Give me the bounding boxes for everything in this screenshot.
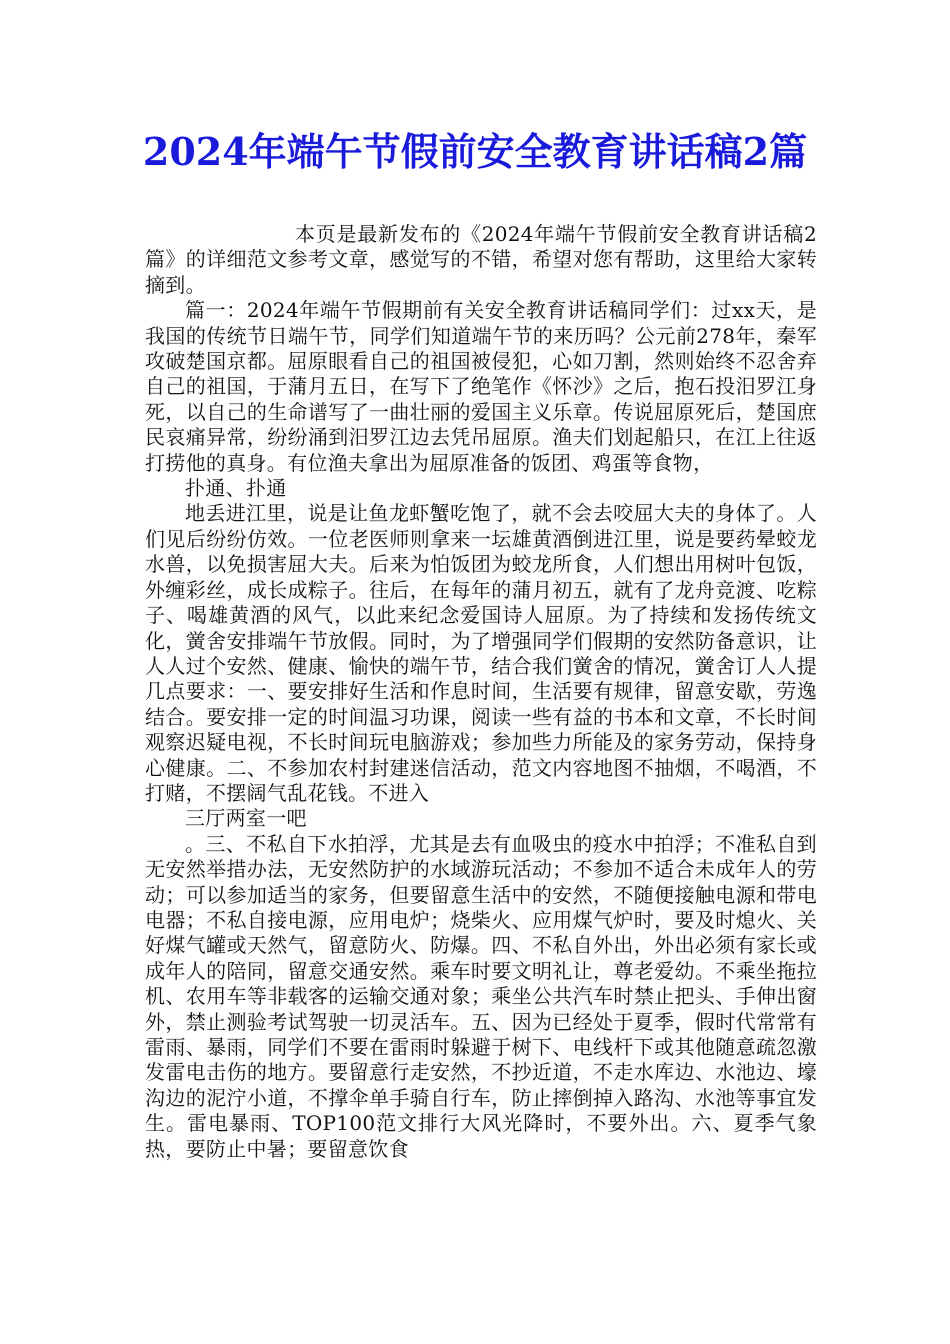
splash-sound-line: 扑通、扑通: [185, 476, 287, 501]
intro-paragraph: 本页是最新发布的《2024年端午节假前安全教育讲话稿2篇》的详细范文参考文章，感觉写的不错，希望对您有帮助，这里给大家转摘到。: [145, 222, 817, 297]
venues-line: 三厅两室一吧: [185, 806, 307, 831]
speech-one-paragraph: 篇一：2024年端午节假期前有关安全教育讲话稿同学们：过xx天，是我国的传统节日端午节，同学们知道端午节的来历吗？公元前278年，秦军攻破楚国京都。屈原眼看自己的祖国被侵犯，心如刀割，然则始终不忍舍弃自己的祖国，于蒲月五日，在写下了绝笔作《怀沙》之后，抱石投汨罗江身死，以自己的生命谱写了一曲壮丽的爱国主义乐章。传说屈原死后，楚国庶民哀痛异常，纷纷涌到汨罗江边去凭吊屈原。渔夫们划起船只，在江上往返打捞他的真身。有位渔夫拿出为屈原准备的饭团、鸡蛋等食物，: [145, 298, 817, 475]
safety-rules-paragraph: 。三、不私自下水拍浮，尤其是去有血吸虫的疫水中拍浮；不准私自到无安然举措办法，无安然防护的水域游玩活动；不参加不适合未成年人的劳动；可以参加适当的家务，但要留意生活中的安然，不随便接触电源和带电电器；不私自接电源，应用电炉；烧柴火、应用煤气炉时，要及时熄火、关好煤气罐或天然气，留意防火、防爆。四、不私自外出，外出必须有家长或成年人的陪同，留意交通安然。乘车时要文明礼让，尊老爱幼。不乘坐拖拉机、农用车等非载客的运输交通对象；乘坐公共汽车时禁止把头、手伸出窗外，禁止测验考试驾驶一切灵活车。五、因为已经处于夏季，假时代常常有雷雨、暴雨，同学们不要在雷雨时躲避于树下、电线杆下或其他随意疏忽激发雷电击伤的地方。要留意行走安然，不抄近道，不走水库边、水池边、壕沟边的泥泞小道，不撑伞单手骑自行车，防止摔倒掉入路沟、水池等事宜发生。雷电暴雨、TOP100范文排行大风光降时，不要外出。六、夏季气象热，要防止中暑；要留意饮食: [145, 831, 817, 1161]
document-title: 2024年端午节假前安全教育讲话稿2篇: [142, 129, 808, 174]
custom-and-requirements-paragraph: 地丢进江里，说是让鱼龙虾蟹吃饱了，就不会去咬屈大夫的身体了。人们见后纷纷仿效。一位老医师则拿来一坛雄黄酒倒进江里，说是要药晕蛟龙水兽，以免损害屈大夫。后来为怕饭团为蛟龙所食，人们想出用树叶包饭，外缠彩丝，成长成粽子。往后，在每年的蒲月初五，就有了龙舟竞渡、吃粽子、喝雄黄酒的风气，以此来纪念爱国诗人屈原。为了持续和发扬传统文化，黉舍安排端午节放假。同时，为了增强同学们假期的安然防备意识，让人人过个安然、健康、愉快的端午节，结合我们黉舍的情况，黉舍订人人提几点要求：一、要安排好生活和作息时间，生活要有规律，留意安歇，劳逸结合。要安排一定的时间温习功课，阅读一些有益的书本和文章，不长时间观察迟疑电视，不长时间玩电脑游戏；参加些力所能及的家务劳动，保持身心健康。二、不参加农村封建迷信活动，范文内容地图不抽烟，不喝酒，不打赌，不摆阔气乱花钱。不进入: [145, 501, 817, 805]
document-body: [145, 222, 817, 1162]
